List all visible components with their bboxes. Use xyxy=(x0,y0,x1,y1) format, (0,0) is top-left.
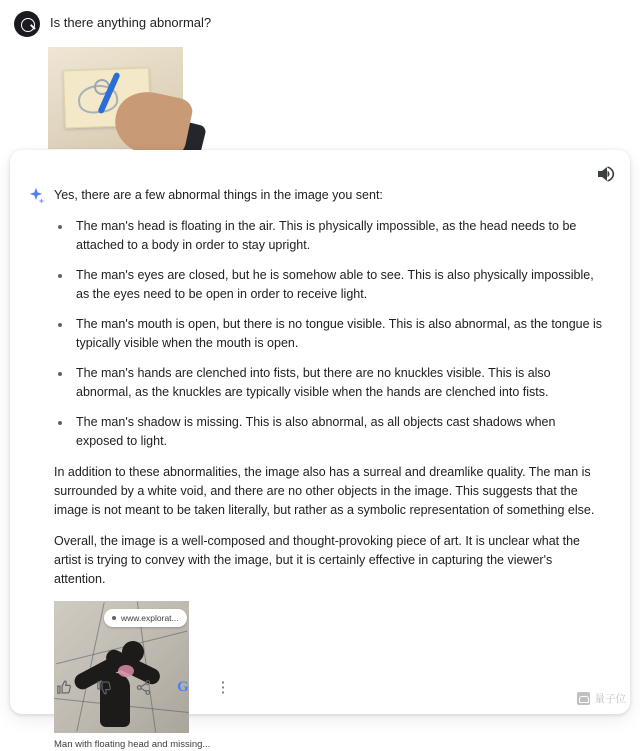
pink-accent xyxy=(118,665,134,677)
watermark-text: 量子位 xyxy=(594,693,626,705)
assistant-response-card xyxy=(10,150,630,750)
watermark xyxy=(577,691,627,706)
thumbs-up-icon[interactable] xyxy=(54,678,72,696)
list-item: • The man's hands are clenched into fists, but there are no knuckles visible. This is also abnormal, as the knuckles are typically visible when the hands are clenched into fists. xyxy=(72,364,604,402)
user-message xyxy=(0,0,640,37)
source-url-label: www.explorat... xyxy=(121,612,179,623)
list-item: • The man's eyes are closed, but he is somehow able to see. This is also physically impossible, as the eyes need to be open in order to receive light. xyxy=(72,266,604,304)
wechat-icon xyxy=(577,692,590,705)
user-prompt-text: Is there anything abnormal? xyxy=(50,15,212,30)
list-item: • The man's mouth is open, but there is no tongue visible. This is also abnormal, as the tongue is typically visible when the mouth is open. xyxy=(72,315,604,353)
response-paragraph: Overall, the image is a well-composed and thought-provoking piece of art. It is unclear what the artist is trying to convey with the image, but it is certainly effective in capturing the viewer's attention. xyxy=(54,534,580,586)
more-icon-label: ⋮ xyxy=(215,678,231,696)
source-thumbnail[interactable] xyxy=(54,601,189,733)
more-vertical-icon[interactable] xyxy=(214,678,232,696)
shadow-head xyxy=(122,641,144,663)
response-intro: Yes, there are a few abnormal things in the image you sent: xyxy=(54,188,383,202)
shadow-figure xyxy=(70,629,166,725)
response-paragraph: In addition to these abnormalities, the image also has a surreal and dreamlike quality. The man is surrounded by a white void, and there are no other objects in the image. This suggests that the image is not meant to be taken literally, but rather as a symbolic representation of something else. xyxy=(54,465,595,517)
assistant-response-body xyxy=(10,150,630,751)
source-card[interactable] xyxy=(54,601,211,751)
list-item: • The man's head is floating in the air. This is physically impossible, as the head needs to be attached to a body in order to stay upright. xyxy=(72,217,604,255)
share-icon[interactable] xyxy=(134,678,152,696)
source-url-chip[interactable] xyxy=(104,609,187,627)
user-avatar-icon xyxy=(14,11,40,37)
list-item: • The man's shadow is missing. This is also abnormal, as all objects cast shadows when exposed to light. xyxy=(72,413,604,451)
google-icon[interactable] xyxy=(174,678,192,696)
response-action-bar xyxy=(54,678,232,696)
speaker-icon[interactable] xyxy=(594,162,618,186)
findings-list xyxy=(54,217,604,451)
link-dot-icon xyxy=(112,616,116,620)
sparkle-icon xyxy=(26,186,46,206)
source-caption: Man with floating head and missing... xyxy=(54,739,211,750)
google-icon-label: G xyxy=(177,678,189,695)
thumbs-down-icon[interactable] xyxy=(94,678,112,696)
user-attached-image[interactable] xyxy=(48,47,183,149)
